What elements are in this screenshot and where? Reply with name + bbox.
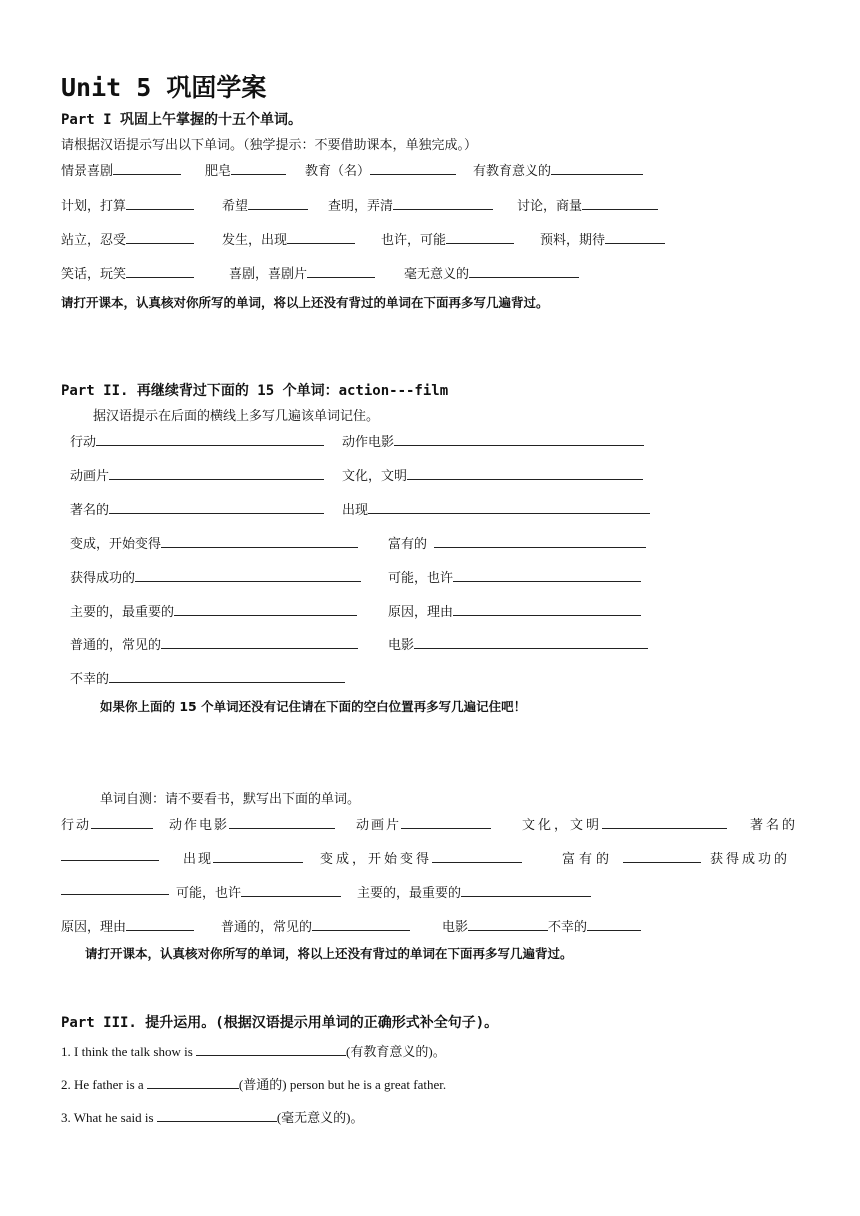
word-prompt: 可能，也许 xyxy=(176,882,341,901)
selftest-label: 单词自测：请不要看书，默写出下面的单词。 xyxy=(100,792,361,807)
word-prompt: 不幸的 xyxy=(70,668,345,687)
word-prompt: 著名的 xyxy=(750,818,799,833)
word-prompt: 出现 xyxy=(183,848,303,867)
word-prompt: 动作电影 xyxy=(342,431,644,450)
word-prompt: 计划，打算 xyxy=(61,195,194,214)
word-prompt: 出现 xyxy=(342,499,650,518)
part1-instruction: 请根据汉语提示写出以下单词。（独学提示：不要借助课本，单独完成。） xyxy=(61,138,478,153)
blank-line xyxy=(61,848,159,865)
sentence: 2. He father is a (普通的) person but he is a great father. xyxy=(61,1077,447,1092)
word-prompt: 富有的 xyxy=(388,533,646,552)
word-prompt: 有教育意义的 xyxy=(473,160,643,179)
word-prompt: 电影 不幸的 xyxy=(442,916,641,935)
word-prompt: 希望 xyxy=(222,195,308,214)
part1-heading: Part I 巩固上午掌握的十五个单词。 xyxy=(61,112,303,128)
word-prompt: 获得成功的 xyxy=(710,852,791,867)
word-prompt: 变成，开始变得 xyxy=(70,533,358,552)
word-prompt: 富有的 xyxy=(562,848,701,867)
word-prompt: 查明，弄清 xyxy=(328,195,493,214)
word-prompt: 行动 xyxy=(61,814,153,833)
part2-instruction: 据汉语提示在后面的横线上多写几遍该单词记住。 xyxy=(93,409,380,424)
word-prompt: 主要的，最重要的 xyxy=(70,601,357,620)
word-prompt: 原因，理由 xyxy=(61,916,194,935)
word-prompt: 电影 xyxy=(388,634,648,653)
word-prompt: 主要的，最重要的 xyxy=(357,882,591,901)
word-prompt: 预料，期待 xyxy=(540,229,665,248)
sentence: 1. I think the talk show is (有教育意义的)。 xyxy=(61,1044,446,1059)
word-prompt: 原因，理由 xyxy=(388,601,641,620)
word-prompt: 也许，可能 xyxy=(381,229,514,248)
word-prompt: 可能，也许 xyxy=(388,567,641,586)
word-prompt: 普通的，常见的 xyxy=(70,634,358,653)
word-prompt: 著名的 xyxy=(70,499,324,518)
word-prompt: 发生，出现 xyxy=(222,229,355,248)
word-prompt: 讨论，商量 xyxy=(517,195,658,214)
word-prompt: 文化，文明 xyxy=(522,814,727,833)
part2-heading: Part II. 再继续背过下面的 15 个单词：action---film xyxy=(61,383,449,399)
word-prompt: 喜剧，喜剧片 xyxy=(229,263,375,282)
sentence: 3. What he said is (毫无意义的)。 xyxy=(61,1110,364,1125)
word-prompt: 情景喜剧 xyxy=(61,160,181,179)
word-prompt: 教育（名） xyxy=(305,160,456,179)
word-prompt: 文化，文明 xyxy=(342,465,643,484)
word-prompt: 毫无意义的 xyxy=(404,263,579,282)
part1-note: 请打开课本，认真核对你所写的单词，将以上还没有背过的单词在下面再多写几遍背过。 xyxy=(61,295,549,310)
word-prompt: 获得成功的 xyxy=(70,567,361,586)
part2-note2: 请打开课本，认真核对你所写的单词，将以上还没有背过的单词在下面再多写几遍背过。 xyxy=(85,946,573,961)
word-prompt: 变成，开始变得 xyxy=(320,848,522,867)
word-prompt: 动画片 xyxy=(70,465,324,484)
page-title: Unit 5 巩固学案 xyxy=(61,73,267,102)
word-prompt: 行动 xyxy=(70,431,324,450)
part3-heading: Part III. 提升运用。(根据汉语提示用单词的正确形式补全句子)。 xyxy=(61,1015,499,1031)
part2-note: 如果你上面的 15 个单词还没有记住请在下面的空白位置再多写几遍记住吧！ xyxy=(100,699,527,714)
word-prompt: 肥皂 xyxy=(205,160,286,179)
word-prompt: 笑话，玩笑 xyxy=(61,263,194,282)
word-prompt: 动画片 xyxy=(356,814,491,833)
blank-line xyxy=(61,882,169,899)
word-prompt: 动作电影 xyxy=(169,814,335,833)
word-prompt: 普通的，常见的 xyxy=(221,916,410,935)
word-prompt: 站立，忍受 xyxy=(61,229,194,248)
